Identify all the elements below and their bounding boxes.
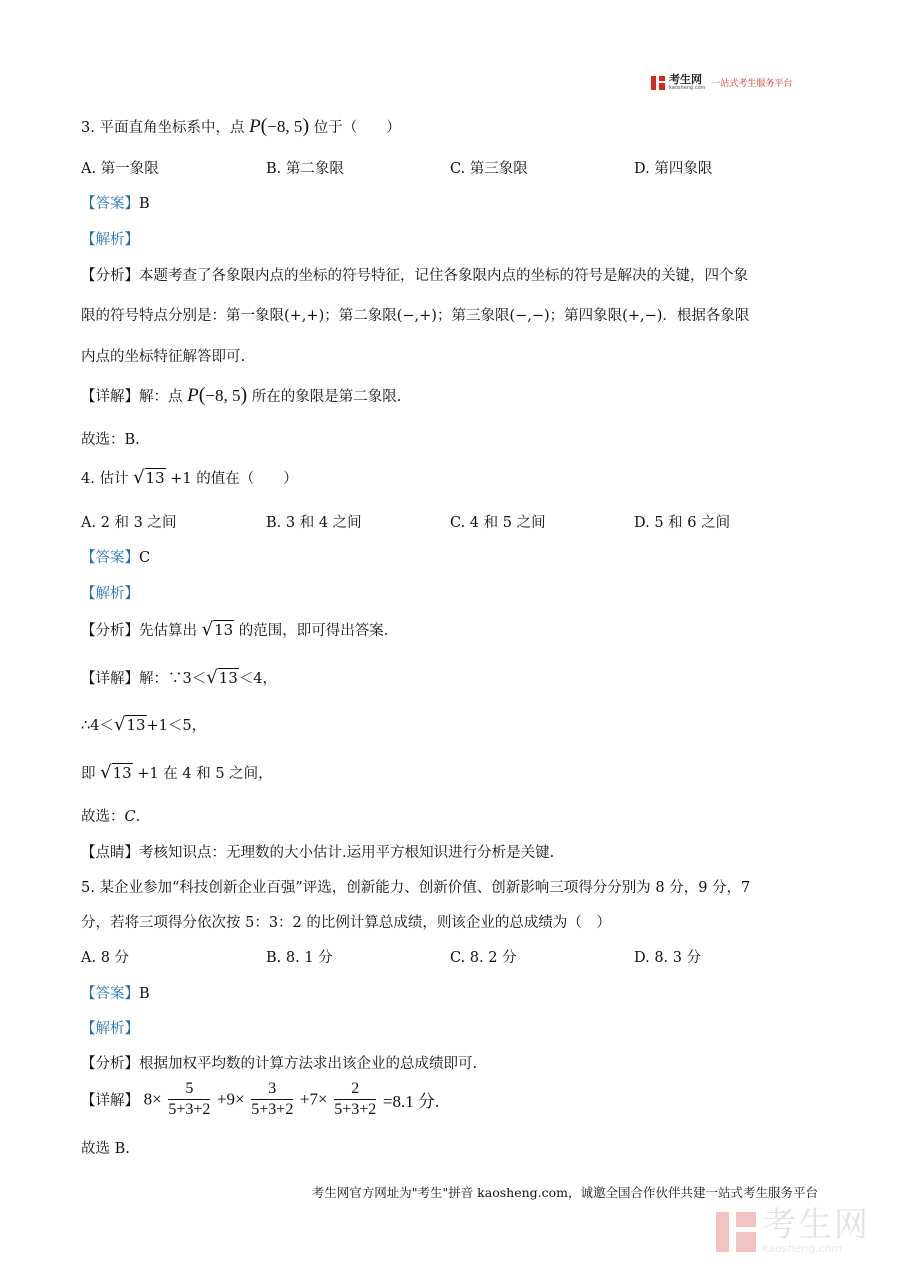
logo-name: 考生网 (669, 73, 702, 86)
sqrt-expression: √13 (206, 667, 238, 688)
q3-stem: 3. 平面直角坐标系中，点 P(−8, 5) 位于（ ） (81, 115, 401, 137)
q3-option-c: C. 第三象限 (450, 161, 528, 177)
q3-fenxi-line-2: 限的符号特点分别是：第一象限(+,+)；第二象限(−,+)；第三象限(−,−)；第四象限(+,−)．根据各象限 (81, 308, 750, 324)
q5-option-b: B. 8. 1 分 (266, 950, 333, 966)
q5-stem-line-2: 分，若将三项得分依次按 5：3：2 的比例计算总成绩，则该企业的总成绩为（ ） (81, 915, 611, 931)
q5-option-a: A. 8 分 (81, 950, 130, 966)
q4-option-c: C. 4 和 5 之间 (450, 515, 546, 531)
q5-xiangjie: 【详解】 8× $\frac{5}{5+3+2}$ +9× $\frac{3}{5+3+2}$ +7× $\frac{2}{5+3+2}$ =8.1 分. (81, 1080, 440, 1118)
q3-option-d: D. 第四象限 (634, 161, 713, 177)
q4-conclusion: 故选：C. (81, 809, 141, 825)
sqrt-expression: √13 (201, 619, 234, 640)
q5-answer: 【答案】B (81, 986, 150, 1002)
q4-option-a: A. 2 和 3 之间 (81, 515, 177, 531)
watermark-icon (716, 1212, 756, 1252)
q3-conclusion: 故选：B. (81, 432, 140, 448)
sqrt-expression: √13 (113, 714, 146, 735)
q5-fenxi: 【分析】根据加权平均数的计算方法求出该企业的总成绩即可. (81, 1056, 478, 1072)
q3-option-a: A. 第一象限 (81, 161, 159, 177)
q5-analysis-tag: 【解析】 (81, 1021, 139, 1037)
q4-dianjing: 【点睛】考核知识点：无理数的大小估计.运用平方根知识进行分析是关键. (81, 845, 555, 861)
q4-option-b: B. 3 和 4 之间 (266, 515, 362, 531)
q3-xiangjie: 【详解】解：点 P(−8, 5) 所在的象限是第二象限. (81, 384, 402, 406)
q3-fenxi-line-3: 内点的坐标特征解答即可. (81, 349, 246, 365)
logo-url: kaosheng.com (669, 85, 706, 91)
watermark-logo (716, 1205, 870, 1255)
q5-option-c: C. 8. 2 分 (450, 950, 517, 966)
watermark-name: 考生网 (762, 1205, 870, 1245)
q3-answer: 【答案】B (81, 196, 150, 212)
q4-option-d: D. 5 和 6 之间 (634, 515, 731, 531)
q5-conclusion: 故选 B. (81, 1141, 130, 1157)
q3-option-b: B. 第二象限 (266, 161, 344, 177)
fraction: $\frac{3}{5+3+2}$ (251, 1080, 294, 1118)
q3-fenxi-line-1: 【分析】本题考查了各象限内点的坐标的符号特征，记住各象限内点的坐标的符号是解决的关键，四个象 (81, 268, 748, 284)
q5-stem-line-1: 5. 某企业参加“科技创新企业百强”评选，创新能力、创新价值、创新影响三项得分分别为 8 分，9 分，7 (81, 880, 751, 896)
q5-option-d: D. 8. 3 分 (634, 950, 702, 966)
q4-answer: 【答案】C (81, 550, 151, 566)
sqrt-expression: √13 (100, 762, 132, 783)
logo-slogan: 一站式考生服务平台 (711, 79, 793, 89)
fraction: $\frac{5}{5+3+2}$ (168, 1080, 211, 1118)
fraction: $\frac{2}{5+3+2}$ (334, 1080, 377, 1118)
logo-icon (651, 76, 665, 90)
q4-stem: 4. 估计 √13 +1 的值在（ ） (81, 467, 298, 488)
q4-xiangjie: 【详解】解：∵3＜√13＜4， (81, 667, 278, 688)
q4-step-2: ∴4＜√13+1＜5， (81, 714, 207, 735)
q4-fenxi: 【分析】先估算出 √13 的范围，即可得出答案. (81, 619, 389, 640)
q4-analysis-tag: 【解析】 (81, 586, 139, 602)
header-logo (651, 74, 792, 91)
q4-step-3: 即 √13 +1 在 4 和 5 之间， (81, 762, 273, 783)
sqrt-expression: √13 (133, 467, 165, 488)
q3-analysis-tag: 【解析】 (81, 232, 139, 248)
watermark-url: kaosheng.com (762, 1242, 843, 1255)
footer-text: 考生网官方网址为"考生"拼音 kaosheng.com，诚邀全国合作伙伴共建一站式考生服务平台 (311, 1185, 818, 1200)
